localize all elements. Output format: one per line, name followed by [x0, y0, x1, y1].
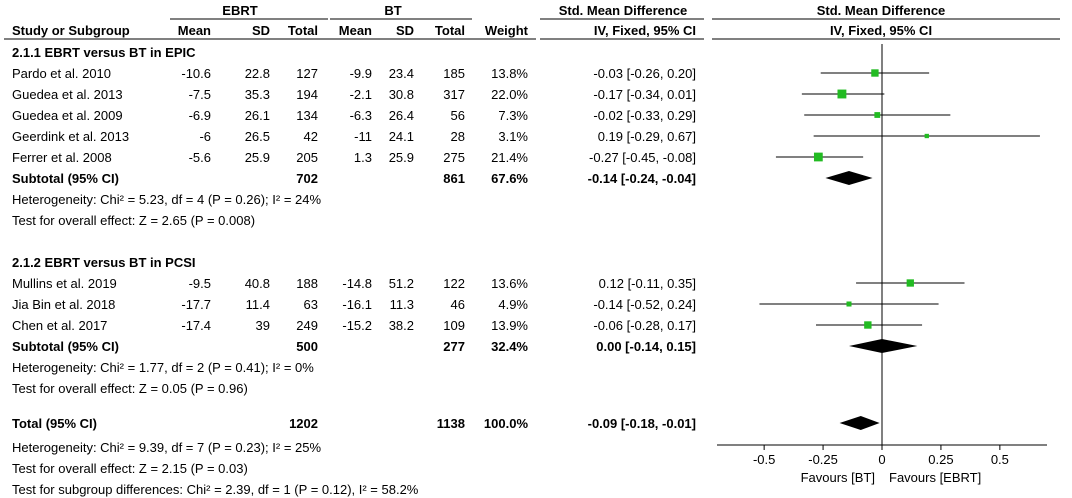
study-name: Guedea et al. 2013: [12, 87, 123, 102]
subgroup-title: 2.1.1 EBRT versus BT in EPIC: [12, 45, 196, 60]
x-tick-label: 0.5: [990, 452, 1009, 467]
study-ebrt-total: 134: [296, 108, 318, 123]
study-ebrt-sd: 35.3: [244, 87, 270, 102]
study-name: Jia Bin et al. 2018: [12, 297, 116, 312]
study-bt-sd: 30.8: [388, 87, 414, 102]
study-name: Chen et al. 2017: [12, 318, 108, 333]
study-ebrt-mean: -17.7: [181, 297, 211, 312]
study-bt-sd: 23.4: [388, 66, 414, 81]
overall-effect-text: Test for overall effect: Z = 2.65 (P = 0.008): [12, 213, 256, 228]
study-ebrt-sd: 22.8: [244, 66, 270, 81]
x-tick-label: -0.25: [808, 452, 838, 467]
study-ci: -0.14 [-0.52, 0.24]: [593, 297, 696, 312]
study-ci: -0.27 [-0.45, -0.08]: [589, 150, 696, 165]
heterogeneity-text: Heterogeneity: Chi² = 5.23, df = 4 (P = 0.26); I² = 24%: [12, 192, 322, 207]
favours-right-label: Favours [EBRT]: [889, 470, 982, 485]
x-tick-label: 0.25: [928, 452, 954, 467]
study-ci: -0.03 [-0.26, 0.20]: [593, 66, 696, 81]
subgroup-difference-text: Test for subgroup differences: Chi² = 2.39, df = 1 (P = 0.12), I² = 58.2%: [12, 482, 419, 497]
study-column-header: Study or Subgroup: [12, 23, 130, 38]
plot-method-header: IV, Fixed, 95% CI: [829, 23, 933, 38]
study-weight: 7.3%: [498, 108, 528, 123]
study-name: Geerdink et al. 2013: [12, 129, 130, 144]
study-bt-mean: -6.3: [349, 108, 372, 123]
study-bt-total: 28: [450, 129, 465, 144]
smd-header: Std. Mean Difference: [558, 3, 688, 18]
subtotal-ci: 0.00 [-0.14, 0.15]: [596, 339, 696, 354]
study-bt-sd: 38.2: [388, 318, 414, 333]
ebrt-group-header: EBRT: [222, 3, 258, 18]
x-tick-label: 0: [878, 452, 886, 467]
subtotal-bt-total: 861: [443, 171, 465, 186]
study-bt-mean: 1.3: [353, 150, 372, 165]
overall-effect-text: Test for overall effect: Z = 0.05 (P = 0.96): [12, 381, 248, 396]
study-weight: 4.9%: [498, 297, 528, 312]
study-ebrt-mean: -17.4: [181, 318, 211, 333]
subtotal-label: Subtotal (95% CI): [12, 339, 119, 354]
subtotal-label: Subtotal (95% CI): [12, 171, 119, 186]
bt-group-header: BT: [384, 3, 402, 18]
study-name: Ferrer et al. 2008: [12, 150, 112, 165]
study-ebrt-mean: -6: [199, 129, 211, 144]
total-label: Total (95% CI): [12, 416, 97, 431]
subtotal-diamond: [849, 339, 917, 353]
subtotal-diamond: [825, 171, 872, 185]
study-bt-total: 56: [450, 108, 465, 123]
study-ci: 0.12 [-0.11, 0.35]: [598, 276, 696, 291]
study-ebrt-total: 194: [296, 87, 318, 102]
study-bt-sd: 26.4: [388, 108, 414, 123]
study-bt-total: 275: [443, 150, 465, 165]
effect-square: [864, 321, 871, 328]
study-name: Guedea et al. 2009: [12, 108, 123, 123]
study-bt-total: 46: [450, 297, 465, 312]
total-weight: 100.0%: [483, 416, 528, 431]
study-bt-mean: -11: [354, 129, 372, 144]
study-ebrt-total: 188: [296, 276, 318, 291]
effect-square: [837, 90, 846, 99]
study-weight: 21.4%: [491, 150, 528, 165]
study-ebrt-sd: 25.9: [244, 150, 270, 165]
total-ebrt-total: 1202: [289, 416, 318, 431]
total-bt-total: 1138: [436, 416, 465, 431]
study-ci: -0.02 [-0.33, 0.29]: [593, 108, 696, 123]
study-ebrt-sd: 11.4: [245, 297, 270, 312]
study-bt-total: 122: [443, 276, 465, 291]
bt-mean-header: Mean: [338, 23, 372, 38]
study-ebrt-mean: -10.6: [181, 66, 211, 81]
study-ebrt-total: 205: [296, 150, 318, 165]
plot-header: Std. Mean Difference: [816, 3, 946, 18]
ebrt-total-header: Total: [287, 23, 318, 38]
study-ebrt-mean: -7.5: [188, 87, 211, 102]
effect-square: [874, 112, 880, 118]
study-weight: 13.9%: [491, 318, 528, 333]
ebrt-sd-header: SD: [251, 23, 270, 38]
smd-method-header: IV, Fixed, 95% CI: [593, 23, 696, 38]
study-bt-total: 109: [443, 318, 465, 333]
total-heterogeneity-text: Heterogeneity: Chi² = 9.39, df = 7 (P = 0.23); I² = 25%: [12, 440, 322, 455]
weight-header: Weight: [484, 23, 528, 38]
study-weight: 13.8%: [491, 66, 528, 81]
total-diamond: [840, 416, 880, 430]
x-tick-label: -0.5: [752, 452, 776, 467]
study-ebrt-sd: 39: [255, 318, 270, 333]
effect-square: [871, 69, 878, 76]
subtotal-ebrt-total: 500: [296, 339, 318, 354]
study-bt-mean: -9.9: [349, 66, 372, 81]
effect-square: [814, 153, 823, 162]
study-name: Mullins et al. 2019: [12, 276, 117, 291]
study-ci: 0.19 [-0.29, 0.67]: [597, 129, 696, 144]
heterogeneity-text: Heterogeneity: Chi² = 1.77, df = 2 (P = 0.41); I² = 0%: [12, 360, 314, 375]
study-ebrt-mean: -9.5: [188, 276, 211, 291]
study-ebrt-sd: 40.8: [244, 276, 270, 291]
study-bt-sd: 11.3: [389, 297, 414, 312]
study-ebrt-total: 63: [303, 297, 318, 312]
study-bt-mean: -2.1: [349, 87, 372, 102]
subtotal-ci: -0.14 [-0.24, -0.04]: [587, 171, 696, 186]
subtotal-ebrt-total: 702: [296, 171, 318, 186]
study-bt-total: 185: [443, 66, 465, 81]
study-ebrt-total: 249: [296, 318, 318, 333]
study-ebrt-mean: -6.9: [188, 108, 211, 123]
study-ebrt-sd: 26.1: [244, 108, 270, 123]
study-ebrt-total: 127: [296, 66, 318, 81]
study-ebrt-sd: 26.5: [244, 129, 270, 144]
subgroup-title: 2.1.2 EBRT versus BT in PCSI: [12, 255, 196, 270]
effect-square: [925, 134, 929, 138]
study-ebrt-total: 42: [303, 129, 318, 144]
study-bt-mean: -16.1: [342, 297, 372, 312]
subtotal-bt-total: 277: [443, 339, 465, 354]
study-bt-sd: 24.1: [388, 129, 414, 144]
study-bt-mean: -14.8: [342, 276, 372, 291]
study-bt-mean: -15.2: [342, 318, 372, 333]
study-weight: 22.0%: [491, 87, 528, 102]
study-weight: 13.6%: [491, 276, 528, 291]
study-name: Pardo et al. 2010: [12, 66, 112, 81]
study-ci: -0.17 [-0.34, 0.01]: [593, 87, 696, 102]
study-ebrt-mean: -5.6: [188, 150, 211, 165]
effect-square: [846, 301, 851, 306]
study-bt-sd: 25.9: [388, 150, 414, 165]
study-bt-sd: 51.2: [388, 276, 414, 291]
study-bt-total: 317: [443, 87, 465, 102]
total-overall-effect-text: Test for overall effect: Z = 2.15 (P = 0.03): [12, 461, 248, 476]
favours-left-label: Favours [BT]: [800, 470, 875, 485]
ebrt-mean-header: Mean: [177, 23, 211, 38]
bt-total-header: Total: [434, 23, 465, 38]
subtotal-weight: 32.4%: [491, 339, 528, 354]
study-weight: 3.1%: [498, 129, 528, 144]
bt-sd-header: SD: [395, 23, 414, 38]
total-ci: -0.09 [-0.18, -0.01]: [587, 416, 696, 431]
effect-square: [907, 279, 914, 286]
subtotal-weight: 67.6%: [491, 171, 528, 186]
study-ci: -0.06 [-0.28, 0.17]: [593, 318, 696, 333]
